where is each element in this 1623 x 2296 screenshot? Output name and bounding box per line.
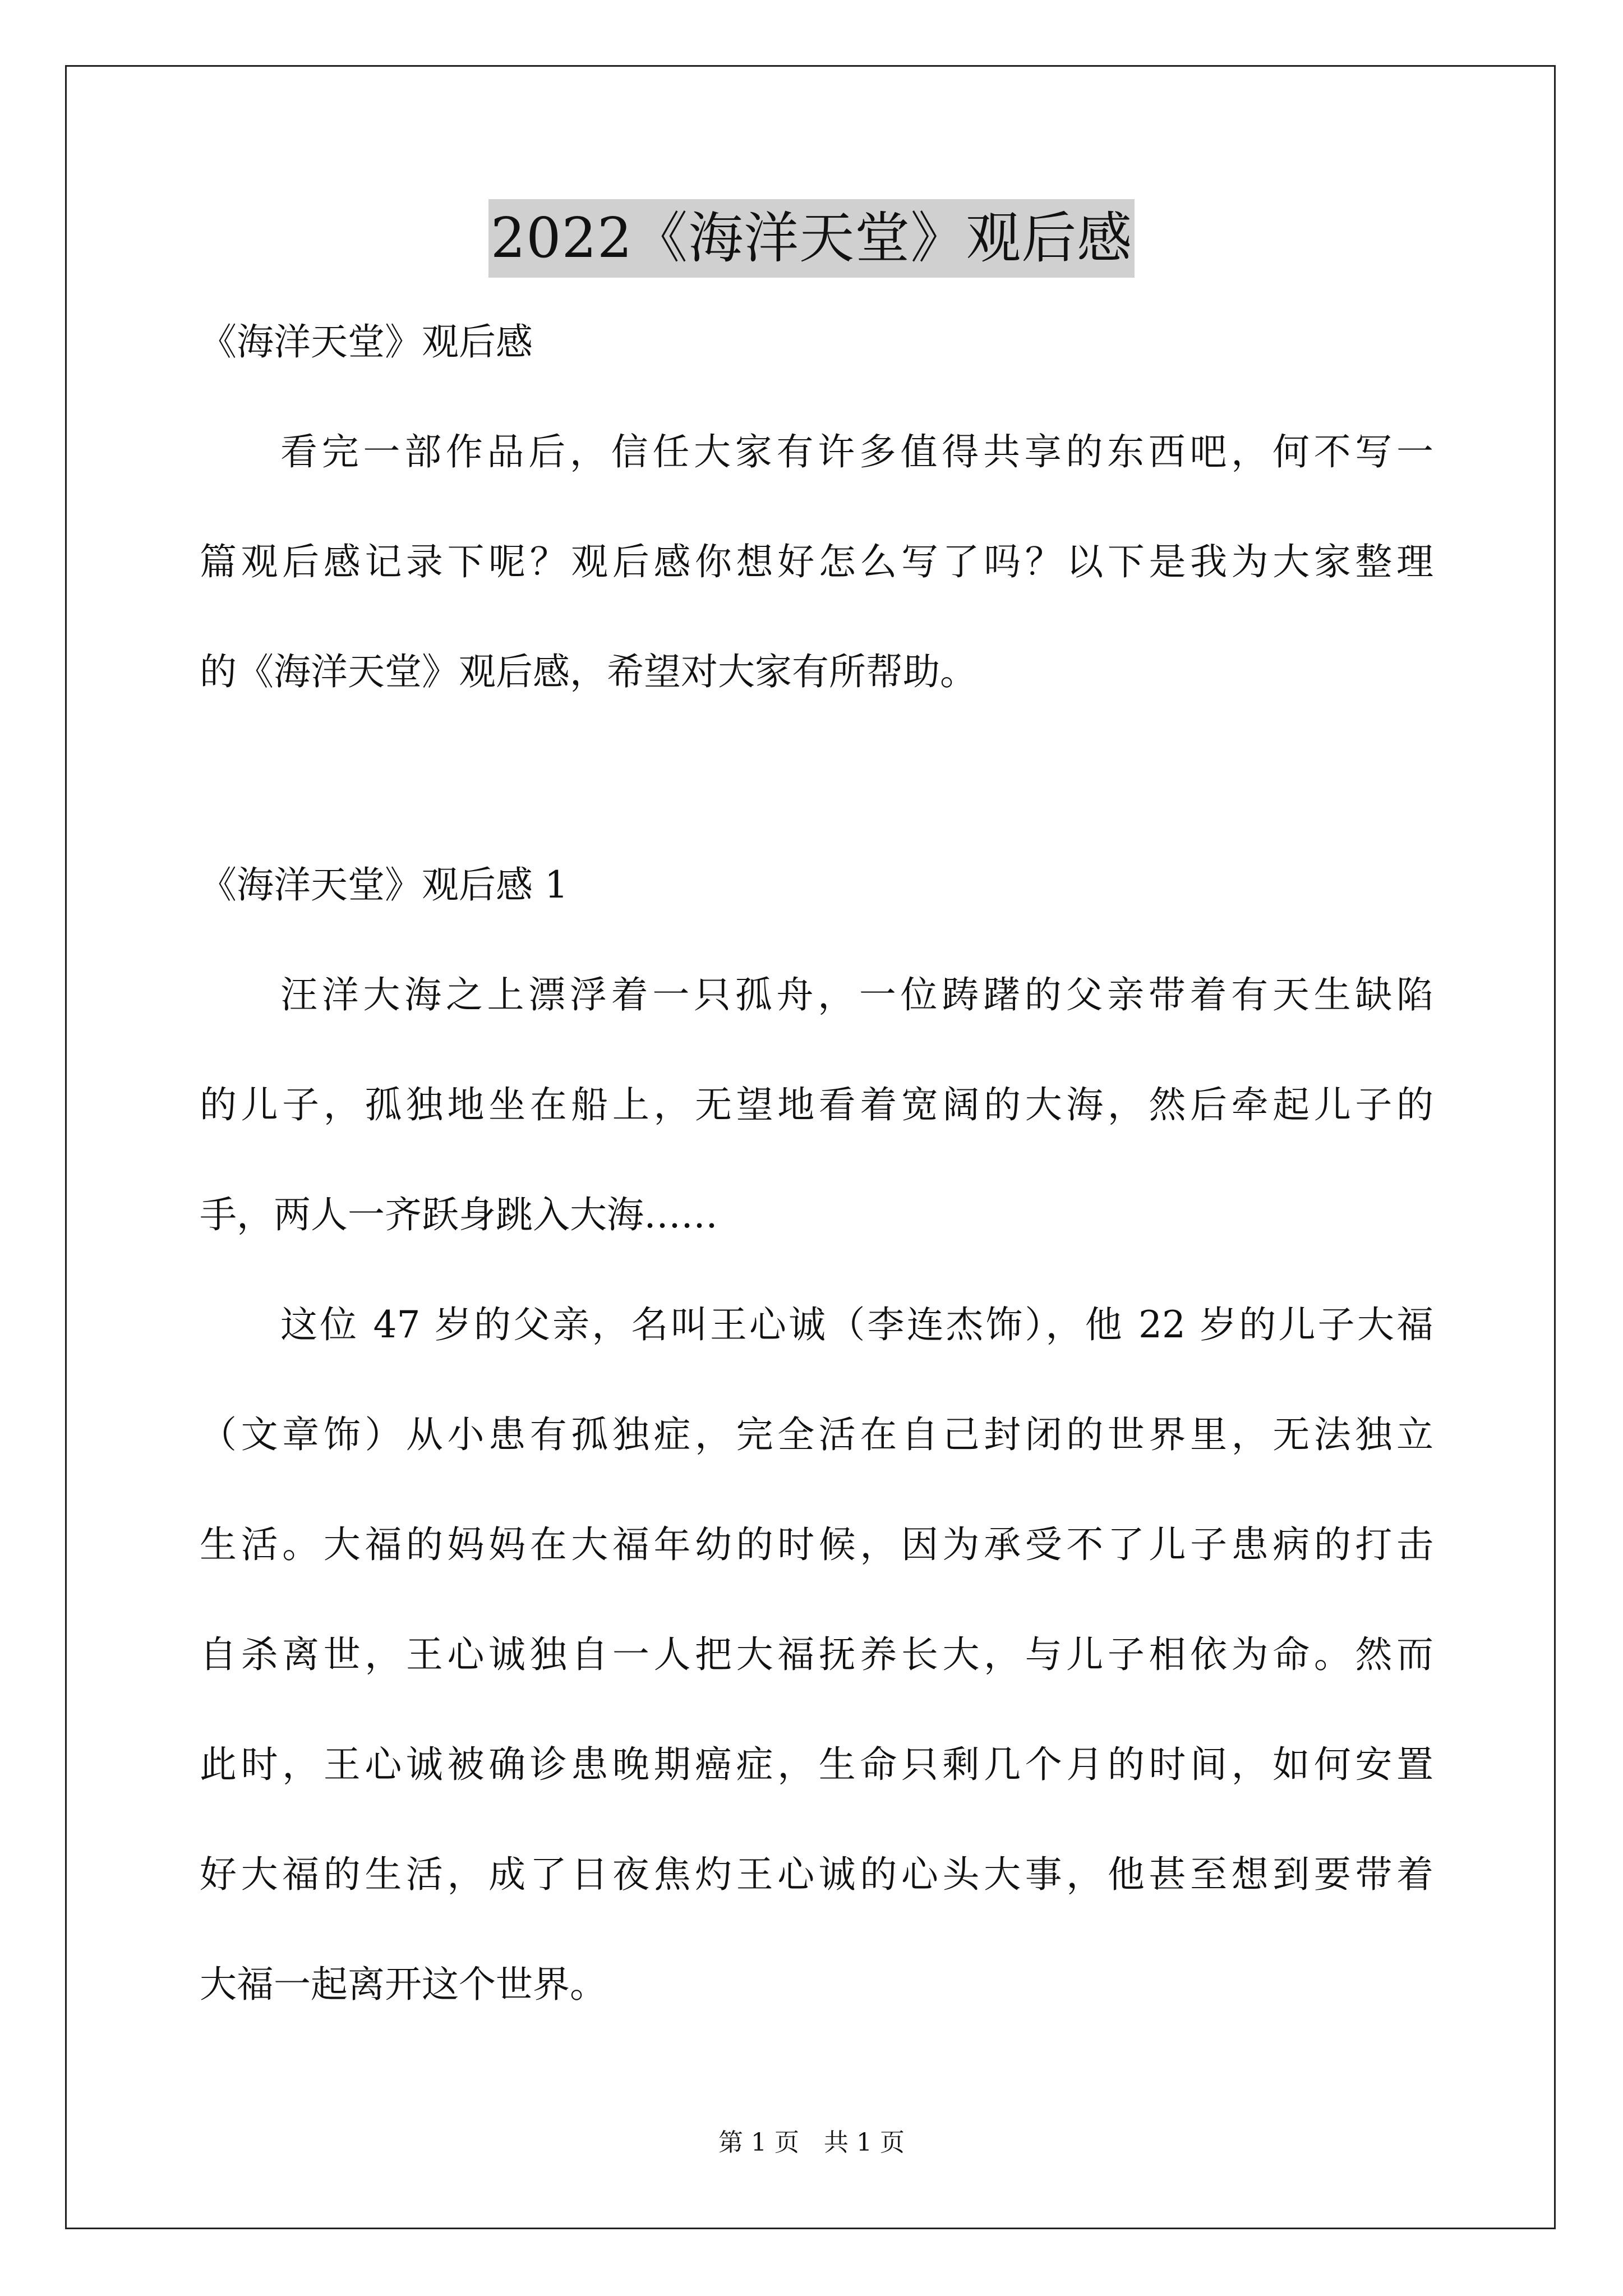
- page-footer: [0, 2126, 1623, 2160]
- paragraph-1: [200, 967, 1433, 1243]
- document-title: 2022《海洋天堂》观后感: [488, 199, 1135, 278]
- paragraph-line: 大福一起离开这个世界。: [200, 1963, 607, 2006]
- paragraph-line: 此时，王心诚被确诊患晚期癌症，生命只剩几个月的时间，如何安置: [200, 1743, 1433, 1786]
- intro-paragraph: [200, 424, 1433, 700]
- paragraph-2: [200, 1297, 1433, 2013]
- paragraph-line: （文章饰）从小患有孤独症，完全活在自己封闭的世界里，无法独立: [200, 1413, 1433, 1456]
- intro-line: 篇观后感记录下呢？观后感你想好怎么写了吗？以下是我为大家整理: [200, 540, 1433, 583]
- paragraph-line: 手，两人一齐跃身跳入大海……: [200, 1193, 718, 1236]
- document-body: [200, 314, 1433, 2013]
- document-subtitle: 《海洋天堂》观后感: [200, 320, 533, 364]
- paragraph-line: 好大福的生活，成了日夜焦灼王心诚的心头大事，他甚至想到要带着: [200, 1853, 1433, 1896]
- paragraph-line: 自杀离世，王心诚独自一人把大福抚养长大，与儿子相依为命。然而: [200, 1633, 1433, 1676]
- page-number-total: 共 1 页: [824, 2128, 905, 2157]
- paragraph-line: 这位 47 岁的父亲，名叫王心诚（李连杰饰），他 22 岁的儿子大福: [280, 1303, 1433, 1346]
- paragraph-line: 汪洋大海之上漂浮着一只孤舟，一位踌躇的父亲带着有天生缺陷: [280, 973, 1433, 1016]
- intro-line: 看完一部作品后，信任大家有许多值得共享的东西吧，何不写一: [280, 430, 1433, 473]
- paragraph-line: 生活。大福的妈妈在大福年幼的时候，因为承受不了儿子患病的打击: [200, 1523, 1433, 1566]
- intro-line: 的《海洋天堂》观后感，希望对大家有所帮助。: [200, 650, 977, 693]
- page-number-current: 第 1 页: [718, 2128, 799, 2157]
- section-heading: 《海洋天堂》观后感 1: [200, 863, 568, 907]
- title-area: [0, 199, 1623, 278]
- paragraph-line: 的儿子，孤独地坐在船上，无望地看着宽阔的大海，然后牵起儿子的: [200, 1083, 1433, 1126]
